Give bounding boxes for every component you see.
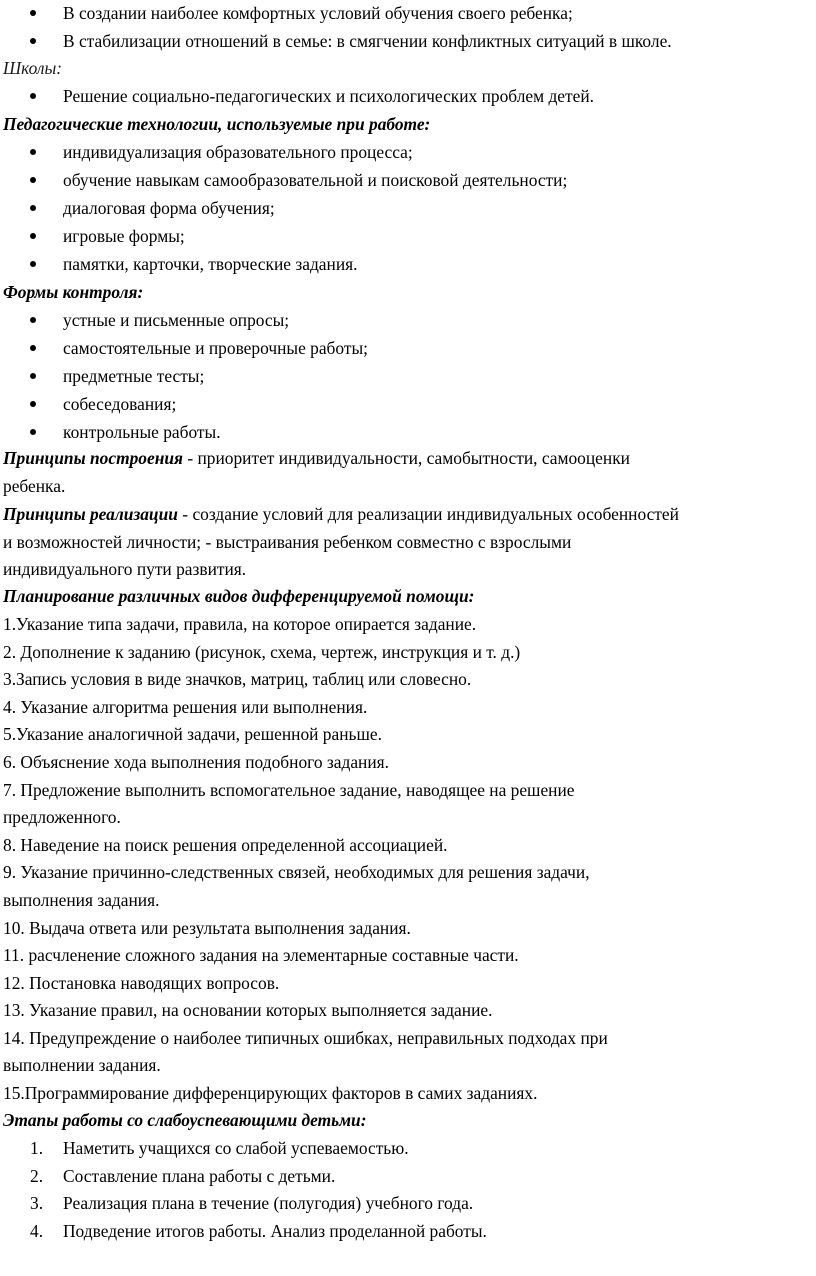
list-item-text: Наметить учащихся со слабой успеваемостью. (63, 1138, 409, 1158)
list-item-number: 1. (30, 1138, 44, 1158)
bullet-icon (30, 401, 36, 407)
planning-line: 15.Программирование дифференцирующих факторов в самих заданиях. (3, 1083, 538, 1103)
bullet-icon (30, 93, 36, 99)
section-heading-stages: Этапы работы со слабоуспевающими детьми: (3, 1110, 367, 1130)
bullet-icon (30, 38, 36, 44)
list-item-text: контрольные работы. (63, 422, 221, 442)
bullet-icon (30, 429, 36, 435)
paragraph-line: ребенка. (3, 476, 66, 496)
bullet-icon (30, 233, 36, 239)
list-item-text: диалоговая форма обучения; (63, 198, 275, 218)
list-item-number: 4. (30, 1221, 44, 1241)
build-principles-label: Принципы построения (3, 448, 183, 468)
planning-line: 5.Указание аналогичной задачи, решенной раньше. (3, 724, 382, 744)
list-item-text: памятки, карточки, творческие задания. (63, 254, 358, 274)
list-item-text: Составление плана работы с детьми. (63, 1166, 336, 1186)
list-item-text: самостоятельные и проверочные работы; (63, 338, 368, 358)
list-item-number: 3. (30, 1193, 44, 1213)
planning-line: 14. Предупреждение о наиболее типичных ошибках, неправильных подходах при (3, 1028, 608, 1048)
impl-principles-text: - создание условий для реализации индивидуальных особенностей (177, 504, 679, 524)
planning-line: 11. расчленение сложного задания на элементарные составные части. (3, 945, 519, 965)
section-heading-ped-tech: Педагогические технологии, используемые при работе: (3, 114, 431, 134)
bullet-icon (30, 177, 36, 183)
section-heading-control: Формы контроля: (3, 282, 144, 302)
bullet-icon (30, 373, 36, 379)
planning-line: 4. Указание алгоритма решения или выполнения. (3, 697, 368, 717)
bullet-icon (30, 261, 36, 267)
planning-line: 8. Наведение на поиск решения определенной ассоциацией. (3, 835, 448, 855)
bullet-icon (30, 10, 36, 16)
build-principles-text: - приоритет индивидуальности, самобытности, самооценки (183, 448, 630, 468)
planning-line: 3.Запись условия в виде значков, матриц, таблиц или словесно. (3, 669, 472, 689)
list-item-text: игровые формы; (63, 226, 185, 246)
paragraph-line: индивидуального пути развития. (3, 559, 247, 579)
bullet-icon (30, 317, 36, 323)
list-item-text: Подведение итогов работы. Анализ проделанной работы. (63, 1221, 487, 1241)
planning-line: 9. Указание причинно-следственных связей, необходимых для решения задачи, (3, 862, 590, 882)
planning-line: 10. Выдача ответа или результата выполнения задания. (3, 918, 411, 938)
list-item-text: Решение социально-педагогических и психологических проблем детей. (63, 86, 594, 106)
planning-line: 1.Указание типа задачи, правила, на которое опирается задание. (3, 614, 477, 634)
list-item-text: предметные тесты; (63, 366, 205, 386)
planning-line: 6. Объяснение хода выполнения подобного задания. (3, 752, 390, 772)
list-item-text: Реализация плана в течение (полугодия) учебного года. (63, 1193, 474, 1213)
impl-principles-paragraph (3, 503, 679, 525)
planning-line: выполнении задания. (3, 1055, 161, 1075)
list-item-text: обучение навыкам самообразовательной и поисковой деятельности; (63, 170, 568, 190)
planning-line: 2. Дополнение к заданию (рисунок, схема, чертеж, инструкция и т. д.) (3, 642, 521, 662)
planning-line: 12. Постановка наводящих вопросов. (3, 973, 280, 993)
planning-line: 7. Предложение выполнить вспомогательное задание, наводящее на решение (3, 780, 575, 800)
list-item-text: В создании наиболее комфортных условий обучения своего ребенка; (63, 3, 573, 23)
planning-line: 13. Указание правил, на основании которых выполняется задание. (3, 1000, 493, 1020)
list-item-text: В стабилизации отношений в семье: в смягчении конфликтных ситуаций в школе. (63, 31, 672, 51)
list-item-number: 2. (30, 1166, 44, 1186)
list-item-text: индивидуализация образовательного процесса; (63, 142, 413, 162)
section-heading-planning: Планирование различных видов дифференцируемой помощи: (3, 586, 475, 606)
bullet-icon (30, 205, 36, 211)
bullet-icon (30, 345, 36, 351)
bullet-icon (30, 149, 36, 155)
planning-line: выполнения задания. (3, 890, 160, 910)
build-principles-paragraph (3, 447, 630, 469)
school-label: Школы: (3, 58, 63, 78)
list-item-text: собеседования; (63, 394, 177, 414)
planning-line: предложенного. (3, 807, 121, 827)
list-item-text: устные и письменные опросы; (63, 310, 290, 330)
impl-principles-label: Принципы реализации (3, 504, 178, 524)
paragraph-line: и возможностей личности; - выстраивания ребенком совместно с взрослыми (3, 532, 572, 552)
